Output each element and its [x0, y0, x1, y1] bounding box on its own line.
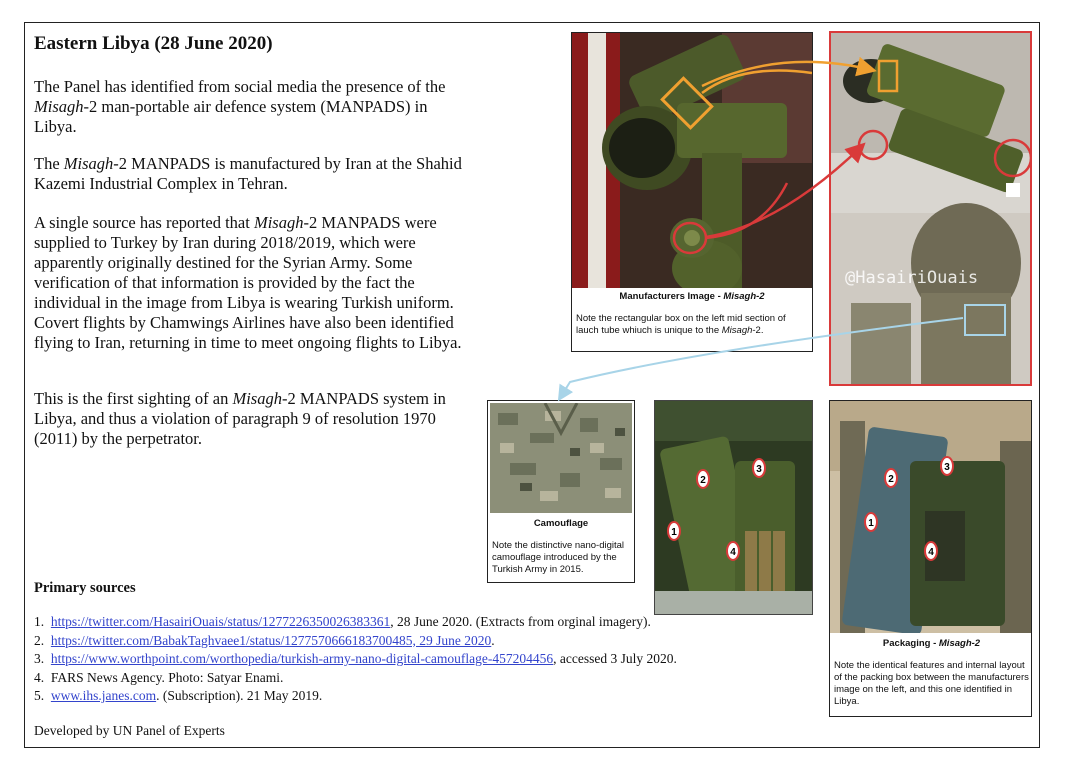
svg-text:2: 2 — [700, 475, 706, 486]
source-link[interactable]: https://www.worthpoint.com/worthopedia/turkish-army-nano-digital-camouflage-457204456 — [50, 651, 554, 666]
manufacturers-figure — [571, 32, 813, 352]
packaging-caption-title: Packaging - Misagh-2 — [882, 638, 981, 649]
camouflage-caption-note: Note the distinctive nano-digital camouflage introduced by the Turkish Army in 2015. — [492, 540, 625, 575]
source-item: 3. https://www.worthpoint.com/worthopedia/turkish-army-nano-digital-camouflage-457204456, accessed 3 July 2020. — [34, 651, 677, 666]
box-marker-1 — [667, 521, 681, 546]
manufacturers-photo — [572, 33, 812, 288]
libya-photo — [831, 33, 1030, 384]
pack-marker-2 — [884, 468, 898, 493]
footer-credit: Developed by UN Panel of Experts — [34, 723, 225, 738]
source-link[interactable]: www.ihs.janes.com — [50, 688, 157, 703]
camouflage-caption — [492, 518, 630, 576]
source-item: 4. FARS News Agency. Photo: Satyar Enami. — [34, 669, 284, 685]
manufacturers-caption-note: Note the rectangular box on the left mid section of lauch tube whiuch is unique to the Misagh-2. — [576, 313, 786, 336]
source-item: 2. https://twitter.com/BabakTaghvaee1/status/1277570666183700485, 29 June 2020. — [34, 632, 495, 648]
svg-text:2: 2 — [888, 474, 894, 485]
sources-list — [34, 613, 794, 706]
pack-marker-4 — [924, 541, 938, 566]
source-item: 5. www.ihs.janes.com. (Subscription). 21 May 2019. — [34, 688, 323, 703]
pack-marker-3 — [940, 456, 954, 481]
pack-marker-1 — [864, 512, 878, 537]
page-title: Eastern Libya (28 June 2020) — [34, 33, 273, 54]
sources-heading: Primary sources — [34, 580, 136, 596]
packaging-caption — [834, 638, 1029, 708]
camouflage-photo — [490, 403, 632, 513]
manufacturers-caption-title: Manufacturers Image - Misagh-2 — [619, 291, 765, 302]
camouflage-caption-title: Camouflage — [533, 518, 589, 529]
box-marker-4 — [726, 541, 740, 566]
source-link[interactable]: https://twitter.com/HasairiOuais/status/1277226350026383361 — [50, 614, 391, 629]
box-marker-3 — [752, 458, 766, 483]
source-item: 1. https://twitter.com/HasairiOuais/status/1277226350026383361, 28 June 2020. (Extracts from orginal imagery). — [34, 614, 651, 629]
svg-text:1: 1 — [671, 527, 677, 538]
camouflage-figure — [487, 400, 635, 583]
svg-text:4: 4 — [928, 547, 934, 558]
source-link[interactable]: https://twitter.com/BabakTaghvaee1/status/1277570666183700485, 29 June 2020 — [50, 632, 492, 648]
svg-text:3: 3 — [756, 464, 762, 475]
box-photo — [654, 400, 813, 615]
svg-text:1: 1 — [868, 518, 874, 529]
watermark-text: @HasairiOuais — [845, 268, 979, 288]
packaging-photo — [830, 401, 1031, 633]
box-marker-2 — [696, 469, 710, 494]
paragraph-2: The Misagh-2 MANPADS is manufactured by Iran at the Shahid Kazemi Industrial Complex in Tehran. — [34, 154, 462, 193]
svg-text:4: 4 — [730, 547, 736, 558]
libya-photo-figure — [829, 31, 1032, 386]
packaging-caption-note: Note the identical features and internal layout of the packing box between the manufacturers image on the left, and this one identified in Libya. — [834, 660, 1029, 707]
svg-text:3: 3 — [944, 462, 950, 473]
manufacturers-caption — [576, 291, 808, 337]
paragraph-4: This is the first sighting of an Misagh-2 MANPADS system in Libya, and thus a violation of paragraph 9 of resolution 1970 (2011) by the perpetrator. — [34, 389, 446, 448]
paragraph-1: The Panel has identified from social media the presence of the Misagh-2 man-portable air defence system (MANPADS) in Libya. — [34, 77, 446, 136]
paragraph-3: A single source has reported that Misagh-2 MANPADS were supplied to Turkey by Iran during 2018/2019, which were apparently originally destined for the Syrian Army. Some verification of that information is provided by the fact the individual in the image from Libya is wearing Turkish uniform. Covert flights by Chamwings Airlines have also been identified flying to Iran, returning in time to meet ongoing flights to Libya. — [34, 213, 462, 352]
